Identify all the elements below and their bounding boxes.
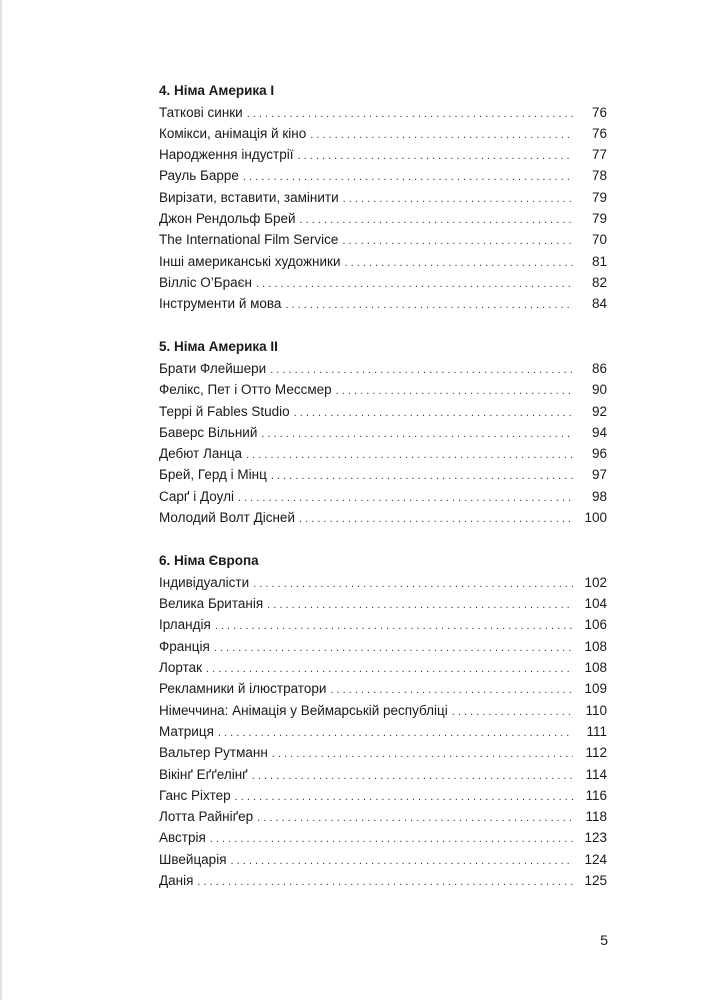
toc-entry <box>159 251 607 272</box>
toc-entry <box>159 678 607 699</box>
entry-page: 108 <box>584 660 607 676</box>
entry-title: Ірландія <box>159 617 211 633</box>
toc-section-4 <box>159 80 607 314</box>
dot-leader <box>215 616 573 637</box>
entry-title: Рекламники й ілюстратори <box>159 681 327 697</box>
entry-page: 79 <box>591 189 607 205</box>
toc-entry <box>159 229 607 250</box>
toc-entry <box>159 657 607 678</box>
entry-title: Молодий Волт Дісней <box>159 510 295 526</box>
entry-page: 124 <box>584 851 607 867</box>
entry-page: 98 <box>591 488 607 504</box>
entry-page: 84 <box>591 296 607 312</box>
entry-title: Рауль Барре <box>159 168 239 184</box>
entry-page: 104 <box>584 596 607 612</box>
dot-leader <box>247 104 573 125</box>
entry-title: Таткові синки <box>159 104 243 120</box>
entry-page: 92 <box>591 403 607 419</box>
dot-leader <box>246 445 573 466</box>
dot-leader <box>299 509 573 530</box>
toc-entry <box>159 785 607 806</box>
dot-leader <box>243 167 573 188</box>
toc-entry <box>159 827 607 848</box>
dot-leader <box>256 274 573 295</box>
entry-page: 123 <box>584 830 607 846</box>
toc-entry <box>159 806 607 827</box>
entry-page: 108 <box>584 638 607 654</box>
entry-title: Дебют Ланца <box>159 446 243 462</box>
section-title: 5. Німа Америка II <box>159 339 278 355</box>
entry-page: 81 <box>591 253 607 269</box>
dot-leader <box>345 253 574 274</box>
dot-leader <box>252 766 573 787</box>
section-title: 6. Німа Європа <box>159 553 259 569</box>
entry-title: Брати Флейшери <box>159 360 267 376</box>
dot-leader <box>253 574 573 595</box>
entry-title: Франція <box>159 638 210 654</box>
dot-leader <box>231 851 574 872</box>
dot-leader <box>238 488 573 509</box>
dot-leader <box>452 702 573 723</box>
toc-entry <box>159 123 607 144</box>
entry-title: Інструменти й мова <box>159 296 282 312</box>
dot-leader <box>271 466 573 487</box>
entry-title: The International Film Service <box>159 232 339 248</box>
entry-page: 97 <box>591 467 607 483</box>
entry-title: Вальтер Рутманн <box>159 745 268 761</box>
toc-entry <box>159 102 607 123</box>
toc-entry <box>159 144 607 165</box>
entry-page: 96 <box>591 446 607 462</box>
toc-entry <box>159 165 607 186</box>
toc-entry <box>159 422 607 443</box>
entry-page: 76 <box>591 104 607 120</box>
entry-page: 114 <box>585 766 607 782</box>
entry-title: Лортак <box>159 660 203 676</box>
toc-entry <box>159 593 607 614</box>
toc-entry <box>159 358 607 379</box>
dot-leader <box>197 872 573 893</box>
entry-page: 109 <box>584 681 607 697</box>
toc-entry <box>159 742 607 763</box>
section-title: 4. Німа Америка I <box>159 83 275 98</box>
entry-title: Брей, Герд і Мінц <box>159 467 267 483</box>
toc-entry <box>159 486 607 507</box>
entry-page: 116 <box>585 787 607 803</box>
entry-title: Вікінґ Еґґелінґ <box>159 766 248 782</box>
dot-leader <box>210 829 573 850</box>
entry-page: 78 <box>591 168 607 184</box>
entry-page: 110 <box>585 702 607 718</box>
entry-title: Комікси, анімація й кіно <box>159 125 307 141</box>
toc-section-5 <box>159 336 607 528</box>
toc-entry <box>159 507 607 528</box>
entry-page: 90 <box>591 382 607 398</box>
dot-leader <box>257 808 573 829</box>
dot-leader <box>206 659 573 680</box>
dot-leader <box>272 744 573 765</box>
page-number: 5 <box>600 932 608 948</box>
entry-title: Матриця <box>159 723 214 739</box>
dot-leader <box>294 403 573 424</box>
entry-title: Німеччина: Анімація у Веймарській республіці <box>159 702 448 718</box>
entry-title: Народження індустрії <box>159 147 294 163</box>
dot-leader <box>343 189 573 210</box>
entry-page: 86 <box>591 360 607 376</box>
toc-entry <box>159 187 607 208</box>
dot-leader <box>342 231 573 252</box>
entry-page: 70 <box>591 232 607 248</box>
entry-page: 82 <box>591 274 607 290</box>
entry-title: Данія <box>159 873 194 888</box>
toc-entry <box>159 401 607 422</box>
dot-leader <box>267 595 573 616</box>
dot-leader <box>336 381 573 402</box>
toc-entry <box>159 721 607 742</box>
entry-title: Фелікс, Пет і Отто Мессмер <box>159 382 332 398</box>
dot-leader <box>285 295 573 316</box>
toc-entry <box>159 208 607 229</box>
entry-page: 76 <box>591 125 607 141</box>
dot-leader <box>218 723 573 744</box>
dot-leader <box>330 680 573 701</box>
entry-title: Вирізати, вставити, замінити <box>159 189 339 205</box>
dot-leader <box>310 125 573 146</box>
entry-page: 111 <box>586 723 607 739</box>
entry-title: Ганс Ріхтер <box>159 787 231 803</box>
entry-page: 118 <box>585 809 607 825</box>
entry-title: Вілліс О’Браєн <box>159 274 252 290</box>
toc-entry <box>159 849 607 870</box>
entry-page: 102 <box>584 574 607 590</box>
toc-entry <box>159 379 607 400</box>
entry-title: Сарґ і Доулі <box>159 488 234 504</box>
toc-section-6 <box>159 550 607 891</box>
toc-entry <box>159 464 607 485</box>
toc-entry <box>159 870 607 891</box>
entry-title: Швейцарія <box>159 851 227 867</box>
page-edge <box>0 0 2 1000</box>
dot-leader <box>300 210 573 231</box>
dot-leader <box>298 146 574 167</box>
table-of-contents <box>159 80 607 913</box>
entry-title: Австрія <box>159 830 206 846</box>
dot-leader <box>235 787 573 808</box>
toc-entry <box>159 700 607 721</box>
toc-entry <box>159 572 607 593</box>
toc-entry <box>159 272 607 293</box>
entry-page: 112 <box>585 745 607 761</box>
entry-title: Велика Британія <box>159 596 264 612</box>
entry-page: 77 <box>591 147 607 163</box>
entry-title: Террі й Fables Studio <box>159 403 290 419</box>
entry-page: 106 <box>584 617 607 633</box>
entry-page: 94 <box>591 424 607 440</box>
dot-leader <box>270 360 573 381</box>
entry-page: 125 <box>584 873 607 888</box>
dot-leader <box>214 638 573 659</box>
toc-entry <box>159 443 607 464</box>
toc-entry <box>159 636 607 657</box>
entry-title: Інші американські художники <box>159 253 341 269</box>
toc-entry <box>159 764 607 785</box>
dot-leader <box>261 424 573 445</box>
toc-entry <box>159 293 607 314</box>
entry-page: 100 <box>584 510 607 526</box>
entry-title: Лотта Райніґер <box>159 809 254 825</box>
entry-title: Джон Рендольф Брей <box>159 210 296 226</box>
entry-title: Індивідуалісти <box>159 574 250 590</box>
entry-page: 79 <box>591 210 607 226</box>
entry-title: Баверс Вільний <box>159 424 258 440</box>
toc-entry <box>159 614 607 635</box>
